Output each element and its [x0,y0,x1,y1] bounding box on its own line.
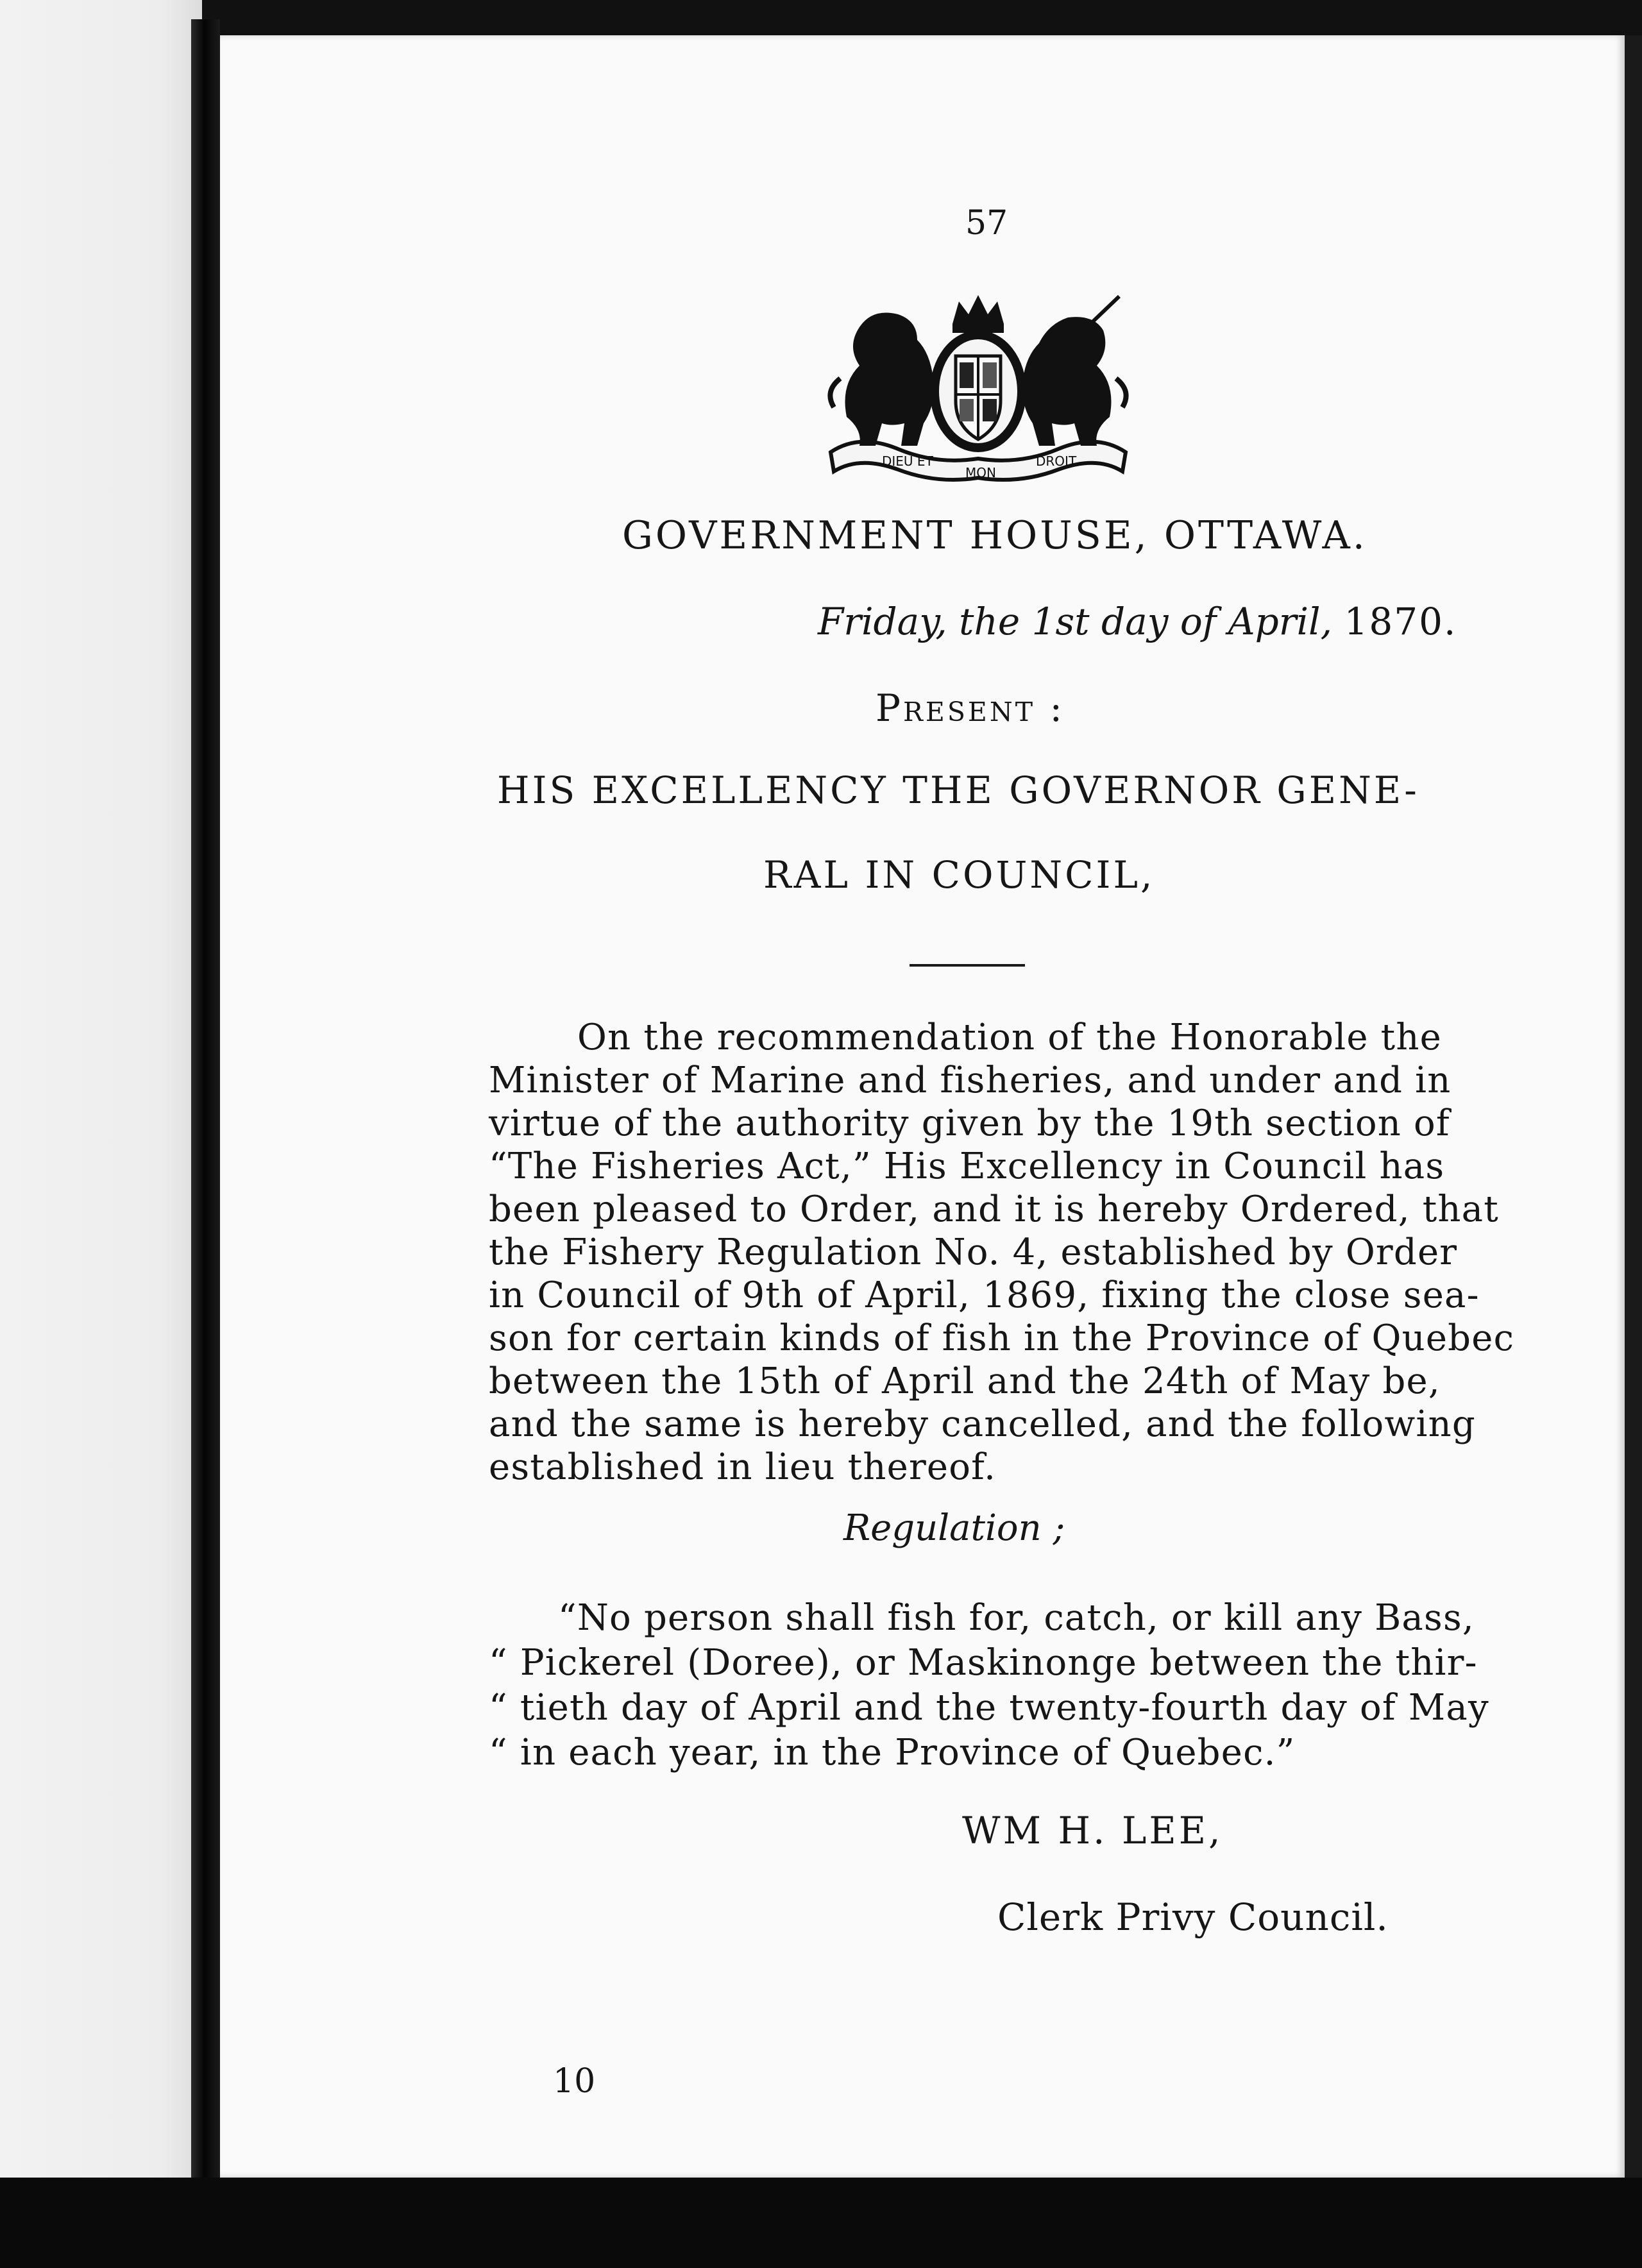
body-line: “The Fisheries Act,” His Excellency in Council has [489,1146,1445,1187]
regulation-line: “ in each year, in the Province of Quebec.” [489,1732,1296,1773]
body-line: Minister of Marine and fisheries, and under and in [489,1060,1452,1101]
scan-border-right [1625,35,1642,2178]
body-line: and the same is hereby cancelled, and the following [489,1403,1476,1445]
body-line: the Fishery Regulation No. 4, established by Order [489,1231,1458,1273]
body-line: in Council of 9th of April, 1869, fixing the close sea- [489,1274,1480,1316]
body-line: between the 15th of April and the 24th of May be, [489,1360,1441,1402]
regulation-line: “ Pickerel (Doree), or Maskinonge between the thir- [489,1642,1478,1684]
signer-name: WM H. LEE, [962,1809,1223,1852]
date-year: 1870. [1344,600,1457,643]
body-line: son for certain kinds of fish in the Province of Quebec [489,1317,1515,1359]
book-gutter [191,19,220,2181]
body-line: On the recommendation of the Honorable the [577,1017,1442,1058]
date-text: Friday, the 1st day of April, [818,600,1333,643]
page-number: 57 [965,204,1008,242]
date-line [818,600,1457,643]
royal-coat-of-arms-icon [821,289,1135,487]
section-rule [910,964,1025,967]
body-line: virtue of the authority given by the 19th section of [489,1103,1450,1144]
signer-title: Clerk Privy Council. [997,1895,1389,1939]
excellency-line-1: HIS EXCELLENCY THE GOVERNOR GENE- [497,768,1419,812]
regulation-line: “No person shall fish for, catch, or kill any Bass, [558,1597,1475,1639]
body-line: established in lieu thereof. [489,1446,997,1488]
body-line: been pleased to Order, and it is hereby Ordered, that [489,1189,1499,1230]
excellency-line-2: RAL IN COUNCIL, [763,853,1155,897]
scan-border-top [0,0,1642,35]
present-label: Present : [876,686,1065,730]
svg-text:DROIT: DROIT [1036,453,1077,469]
facing-page-edge [0,0,202,2226]
svg-text:DIEU ET: DIEU ET [882,453,933,469]
scan-border-bottom [0,2178,1642,2268]
svg-text:MON: MON [965,465,996,480]
regulation-title: Regulation ; [843,1507,1065,1549]
document-heading: GOVERNMENT HOUSE, OTTAWA. [622,513,1367,558]
regulation-line: “ tieth day of April and the twenty-fourth day of May [489,1687,1489,1729]
signature-mark: 10 [553,2062,596,2101]
